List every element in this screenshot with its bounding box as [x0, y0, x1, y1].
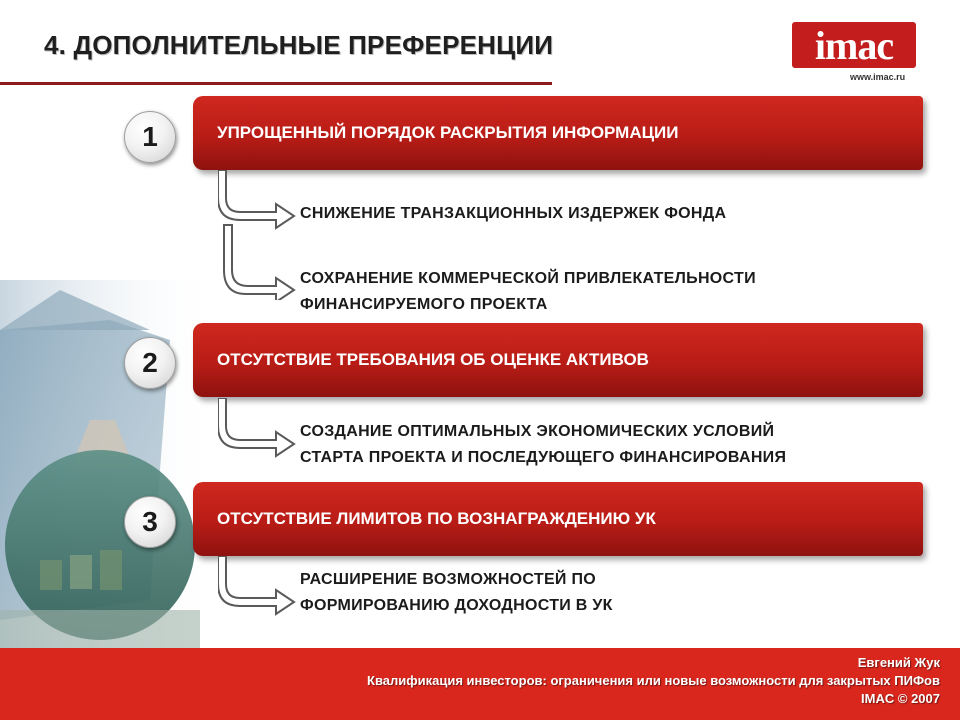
logo-url: www.imac.ru: [850, 72, 906, 82]
section-2-number-badge: 2: [124, 337, 176, 389]
page-title: 4. ДОПОЛНИТЕЛЬНЫЕ ПРЕФЕРЕНЦИИ: [44, 30, 554, 60]
footer-copyright: IMAC © 2007: [861, 691, 940, 706]
section-3-item-1: [300, 567, 613, 619]
section-1-number-badge: 1: [124, 111, 176, 163]
section-3-number-badge: 3: [124, 496, 176, 548]
branch-arrow-icon: [218, 398, 298, 458]
section-3-banner: [193, 482, 923, 556]
branch-arrow-icon: [218, 556, 298, 616]
section-2-item-1-line-1: СОЗДАНИЕ ОПТИМАЛЬНЫХ ЭКОНОМИЧЕСКИХ УСЛОВИЙ: [300, 423, 775, 440]
footer-caption: Квалификация инвесторов: ограничения или новые возможности для закрытых ПИФов: [367, 673, 940, 688]
title-divider: [0, 82, 552, 85]
section-1-banner: [193, 96, 923, 170]
section-1-item-1-line-1: СНИЖЕНИЕ ТРАНЗАКЦИОННЫХ ИЗДЕРЖЕК ФОНДА: [300, 205, 727, 222]
footer-author: Евгений Жук: [857, 655, 940, 670]
section-3-heading: ОТСУТСТВИЕ ЛИМИТОВ ПО ВОЗНАГРАЖДЕНИЮ УК: [217, 509, 656, 528]
section-2-banner: [193, 323, 923, 397]
branch-arrow-icon: [218, 170, 298, 300]
section-1-item-2-line-2: ФИНАНСИРУЕМОГО ПРОЕКТА: [300, 296, 548, 313]
section-1-item-1: [300, 201, 726, 227]
logo-mark: imac: [792, 22, 916, 68]
section-3-item-1-line-1: РАСШИРЕНИЕ ВОЗМОЖНОСТЕЙ ПО: [300, 571, 597, 588]
section-1-item-2-line-1: СОХРАНЕНИЕ КОММЕРЧЕСКОЙ ПРИВЛЕКАТЕЛЬНОСТИ: [300, 270, 756, 287]
logo: [790, 14, 930, 84]
section-1-heading: УПРОЩЕННЫЙ ПОРЯДОК РАСКРЫТИЯ ИНФОРМАЦИИ: [217, 123, 679, 142]
section-2-item-1-line-2: СТАРТА ПРОЕКТА И ПОСЛЕДУЮЩЕГО ФИНАНСИРОВАНИЯ: [300, 449, 787, 466]
section-1-item-2: [300, 266, 756, 318]
section-2-item-1: [300, 419, 786, 471]
section-3-item-1-line-2: ФОРМИРОВАНИЮ ДОХОДНОСТИ В УК: [300, 597, 613, 614]
footer-text: [367, 654, 940, 708]
section-2-heading: ОТСУТСТВИЕ ТРЕБОВАНИЯ ОБ ОЦЕНКЕ АКТИВОВ: [217, 350, 649, 369]
